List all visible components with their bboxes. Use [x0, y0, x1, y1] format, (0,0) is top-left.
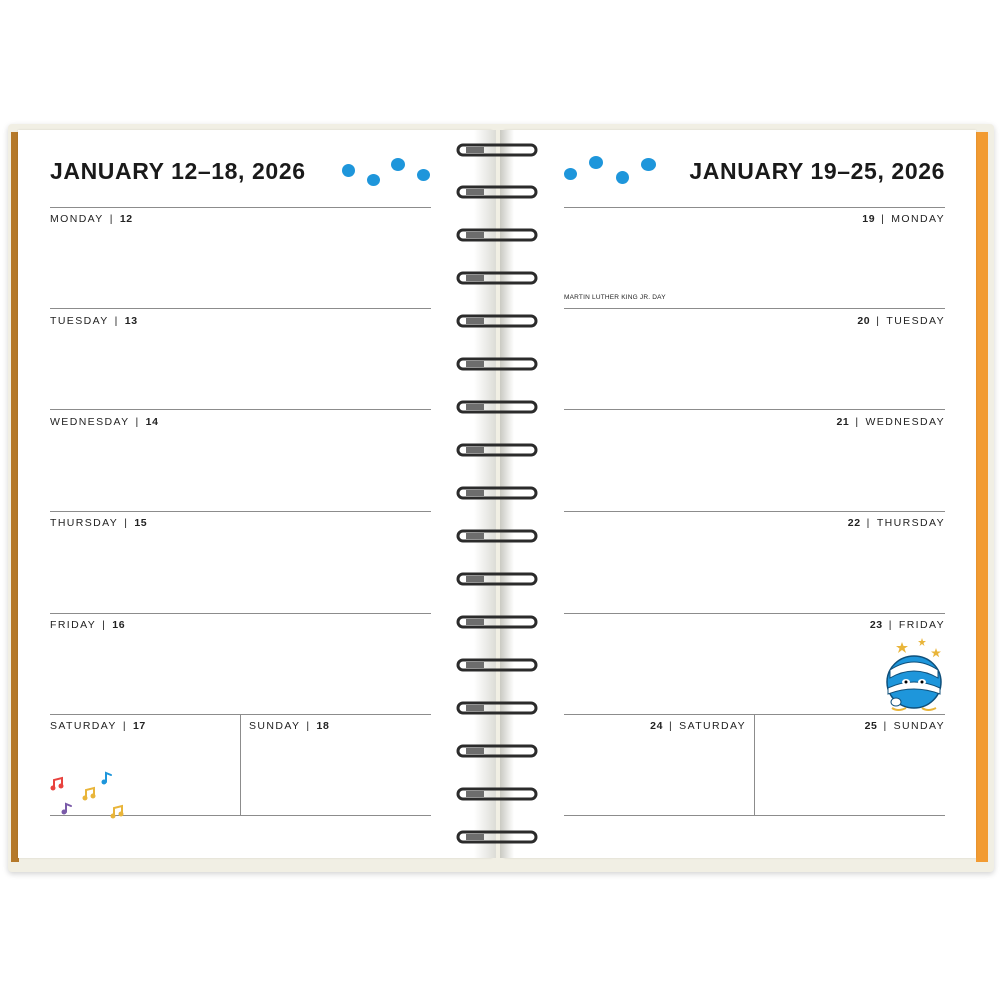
- divider: [50, 308, 431, 309]
- right-page-title: JANUARY 19–25, 2026: [689, 158, 945, 184]
- mr-bump-icon: [882, 638, 946, 714]
- day-label-wednesday: WEDNESDAY | 14: [50, 416, 159, 428]
- day-label-monday: MONDAY | 12: [50, 213, 133, 225]
- weekend-divider: [240, 715, 241, 815]
- right-page: [504, 130, 976, 858]
- day-label-friday: FRIDAY | 16: [50, 619, 126, 631]
- day-label-friday: 23 | FRIDAY: [869, 619, 945, 631]
- divider: [564, 308, 945, 309]
- day-label-wednesday: 21 | WEDNESDAY: [836, 416, 945, 428]
- divider: [50, 207, 431, 208]
- day-label-saturday: 24 | SATURDAY: [650, 720, 746, 732]
- day-label-saturday: SATURDAY | 17: [50, 720, 146, 732]
- cover-edge-right: [976, 132, 988, 862]
- divider: [50, 613, 431, 614]
- day-label-tuesday: 20 | TUESDAY: [857, 315, 945, 327]
- day-label-thursday: 22 | THURSDAY: [847, 517, 945, 529]
- left-page: [18, 130, 492, 858]
- holiday-label: MARTIN LUTHER KING JR. DAY: [564, 294, 666, 301]
- day-label-thursday: THURSDAY | 15: [50, 517, 148, 529]
- divider: [50, 409, 431, 410]
- music-notes-icon: [48, 770, 128, 822]
- divider: [564, 815, 945, 816]
- divider: [50, 511, 431, 512]
- day-label-sunday: SUNDAY | 18: [249, 720, 330, 732]
- weekend-divider: [754, 715, 755, 815]
- divider: [564, 613, 945, 614]
- day-label-tuesday: TUESDAY | 13: [50, 315, 138, 327]
- divider: [564, 207, 945, 208]
- divider: [564, 511, 945, 512]
- day-label-sunday: 25 | SUNDAY: [864, 720, 945, 732]
- left-page-title: JANUARY 12–18, 2026: [50, 158, 306, 184]
- day-label-monday: 19 | MONDAY: [862, 213, 945, 225]
- divider: [564, 409, 945, 410]
